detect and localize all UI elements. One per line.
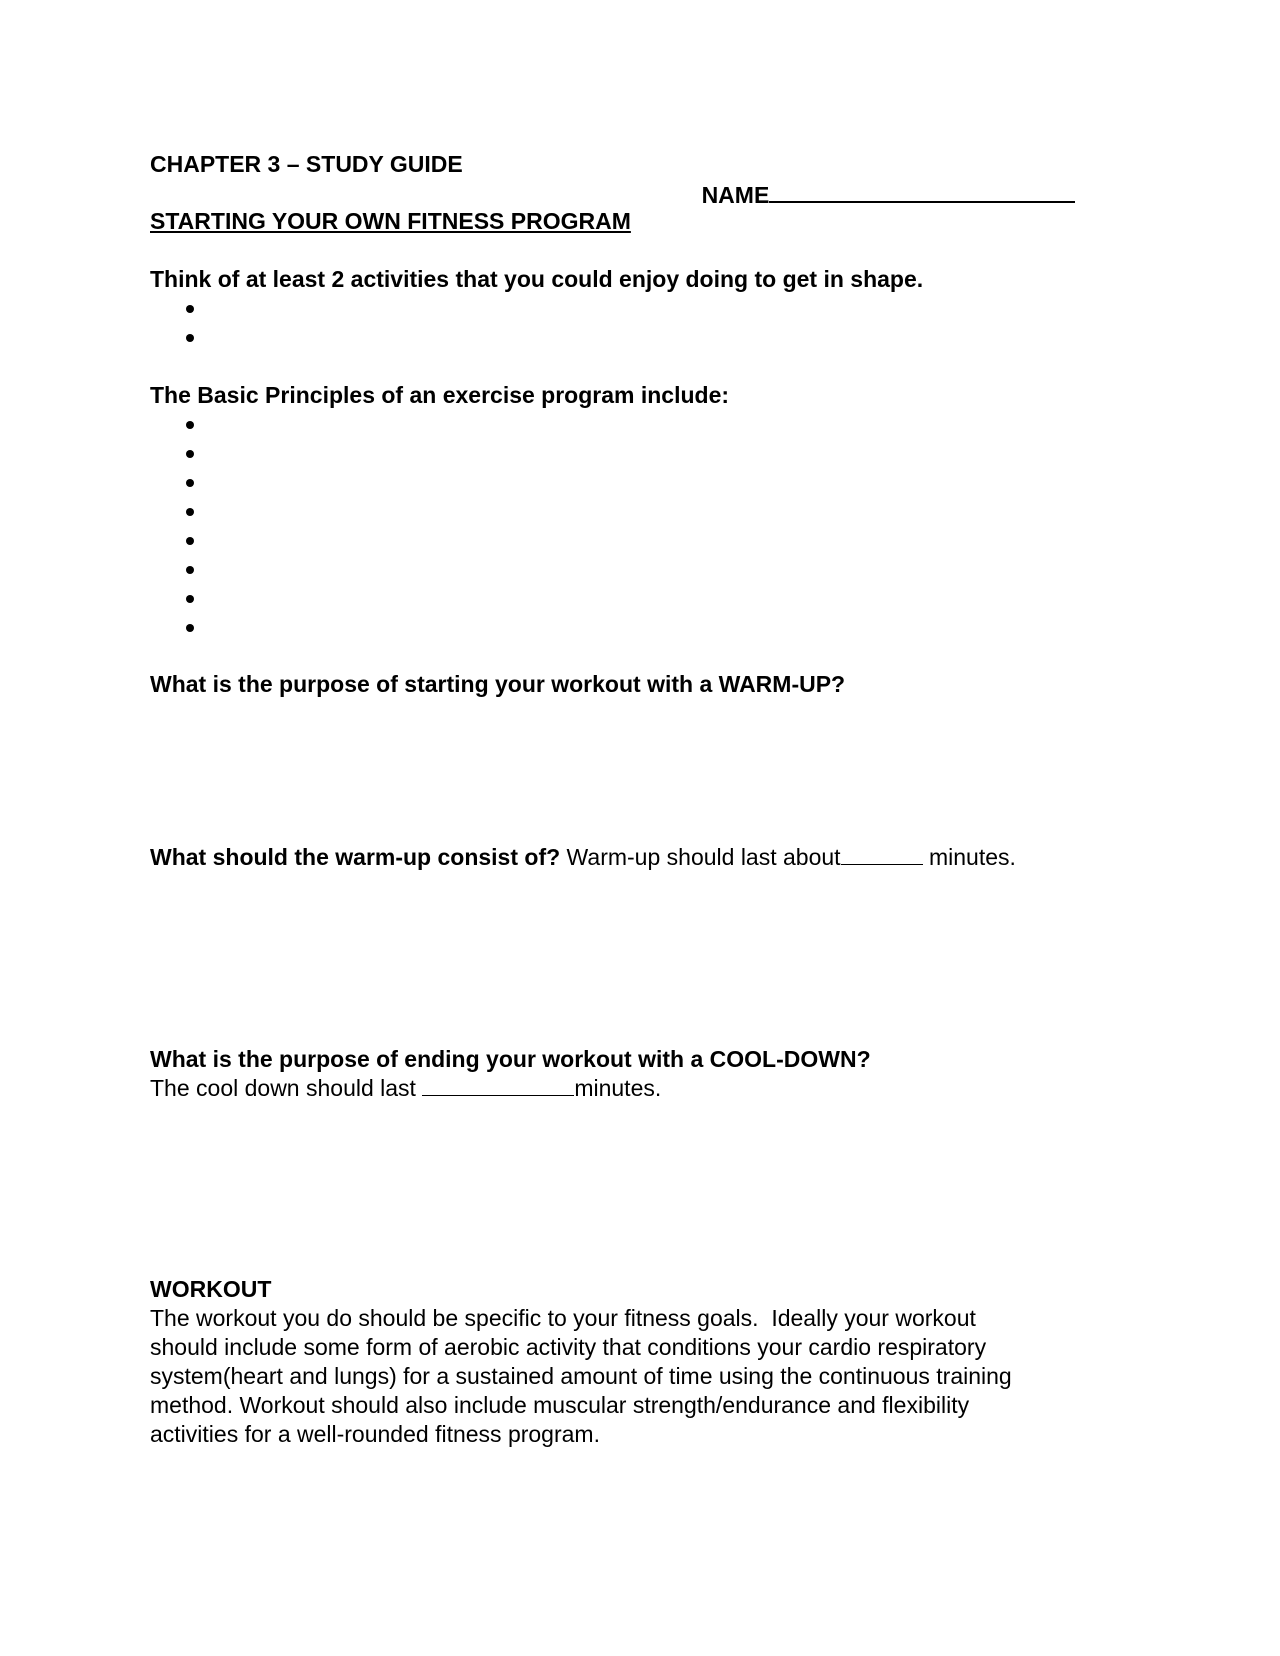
warm-up-question: What should the warm-up consist of? — [150, 844, 561, 870]
question-warm-up-consist — [150, 843, 1016, 872]
warm-up-duration-prompt: Warm-up should last about — [560, 844, 841, 870]
bullet-item — [186, 334, 196, 344]
cool-down-duration-prompt: The cool down should last — [150, 1075, 423, 1101]
warm-up-minutes-blank — [841, 844, 923, 865]
section-title: STARTING YOUR OWN FITNESS PROGRAM — [150, 208, 631, 234]
bullet-item — [186, 537, 196, 547]
question-activities: Think of at least 2 activities that you could enjoy doing to get in shape. — [150, 266, 924, 292]
name-field — [676, 150, 1075, 239]
cool-down-minutes-label: minutes. — [574, 1075, 662, 1101]
question-basic-principles: The Basic Principles of an exercise program include: — [150, 382, 730, 408]
bullet-item — [186, 305, 196, 315]
workout-paragraph-line: The workout you do should be specific to your fitness goals. Ideally your workout — [150, 1305, 976, 1331]
bullet-item — [186, 566, 196, 576]
workout-heading: WORKOUT — [150, 1276, 272, 1302]
workout-paragraph-line: system(heart and lungs) for a sustained amount of time using the continuous training — [150, 1363, 1012, 1389]
cool-down-minutes-blank — [422, 1075, 574, 1096]
question-warm-up-purpose: What is the purpose of starting your workout with a WARM-UP? — [150, 671, 846, 697]
name-blank-line — [769, 179, 1075, 203]
bullet-item — [186, 624, 196, 634]
bullet-item — [186, 479, 196, 489]
bullet-item — [186, 421, 196, 431]
question-cool-down-purpose: What is the purpose of ending your workout with a COOL-DOWN? — [150, 1046, 871, 1072]
cool-down-duration — [150, 1074, 661, 1103]
workout-paragraph-line: should include some form of aerobic activity that conditions your cardio respiratory — [150, 1334, 987, 1360]
name-label: NAME — [701, 182, 770, 208]
workout-paragraph-line: method. Workout should also include muscular strength/endurance and flexibility — [150, 1392, 970, 1418]
document-title: CHAPTER 3 – STUDY GUIDE — [150, 151, 463, 177]
workout-paragraph-line: activities for a well-rounded fitness program. — [150, 1421, 600, 1447]
bullet-item — [186, 595, 196, 605]
bullet-item — [186, 508, 196, 518]
workout-paragraph — [150, 1304, 1110, 1449]
bullet-item — [186, 450, 196, 460]
warm-up-minutes-label: minutes. — [922, 844, 1016, 870]
